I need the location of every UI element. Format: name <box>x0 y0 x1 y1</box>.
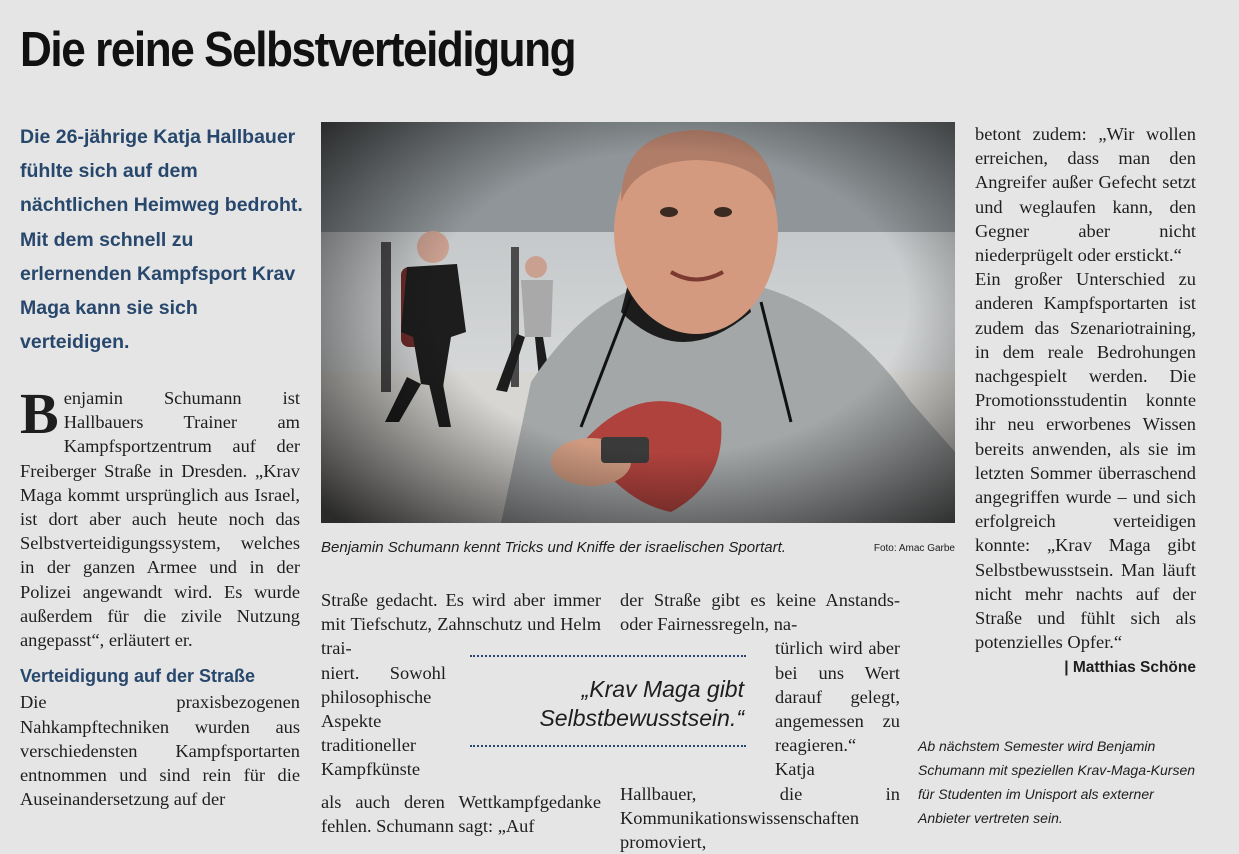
subheading: Verteidigung auf der Straße <box>20 666 256 687</box>
author-signature: | Matthias Schöne <box>1064 659 1196 677</box>
col2-text-1: Straße gedacht. Es wird aber immer mit Tiefschutz, Zahnschutz und Helm trai- <box>321 590 601 659</box>
intro-paragraph <box>20 381 300 652</box>
col3-text-2: türlich wird aber bei uns Wert darauf gelegt, angemessen zu reagieren.“ Katja <box>775 638 900 780</box>
headline: Die reine Selbstverteidigung <box>20 23 576 77</box>
body-paragraph: Die praxisbezogenen Nahkampftechniken wurden aus verschiedensten Kampfsportarten entnommen und sind rein für die Auseinandersetzung auf der <box>20 692 300 810</box>
article-column-3 <box>620 588 900 854</box>
col4-paragraph-2: Ein großer Unterschied zu anderen Kampfsportarten ist zudem das Szenariotraining, in dem reale Bedrohungen nachgespielt werden. Die Promotionsstudentin konnte ihr neu erworbenes Wissen bereits anwenden, als sie im letzten Sommer überraschend angegriffen wurde – und sich erfolgreich verteidigen konnte: „Krav Maga gibt Selbstbewusstsein. Man läuft nicht mehr nachts auf der Straße und fühlt sich als potenzielles Opfer.“ <box>975 269 1196 653</box>
caption-text: Benjamin Schumann kennt Tricks und Kniffe der israelischen Sportart. <box>321 539 786 556</box>
photo-credit: Foto: Amac Garbe <box>873 543 955 554</box>
col3-text-3: Hallbauer, die in Kommunikationswissenschaften promoviert, <box>620 783 900 853</box>
article-photo <box>321 122 955 523</box>
drop-cap: B <box>20 381 59 446</box>
pull-quote: „Krav Maga gibt Selbstbewusstsein.“ <box>470 655 746 747</box>
col2-text-2: niert. Sowohl philosophische Aspekte traditioneller Kampfkünste <box>321 662 446 780</box>
col3-text-1: der Straße gibt es keine Anstands- oder Fairnessregeln, na- <box>620 590 900 635</box>
lead-paragraph: Die 26-jährige Katja Hallbauer fühlte sich auf dem nächtlichen Heimweg bedroht. Mit dem schnell zu erlernenden Kampfsport Krav Maga kann sie sich verteidigen. <box>20 126 303 354</box>
byline <box>975 654 1196 680</box>
info-box: Ab nächstem Semester wird Benjamin Schumann mit speziellen Krav-Maga-Kursen für Studenten im Unisport als externer Anbieter vertreten sein. <box>918 738 1196 826</box>
col2-text-3: als auch deren Wettkampfgedanke fehlen. Schumann sagt: „Auf <box>321 791 601 836</box>
intro-text: enjamin Schumann ist Hallbauers Trainer am Kampfsportzentrum auf der Freiberger Straße in Dresden. „Krav Maga kommt ursprünglich aus Israel, ist dort aber auch heute noch das Selbstverteidigungssystem, welches in der ganzen Armee und in der Polizei angewandt wird. Es wurde außerdem für die zivile Nutzung angepasst“, erläutert er. <box>20 388 300 651</box>
article-column-4 <box>975 122 1196 681</box>
col4-paragraph-1: betont zudem: „Wir wollen erreichen, dass man den Angreifer außer Gefecht setzt und weglaufen kann, den Gegner aber nicht niederprügelt oder erstickt.“ <box>975 124 1196 266</box>
article-column-1 <box>20 381 300 811</box>
photo-caption <box>321 539 957 556</box>
